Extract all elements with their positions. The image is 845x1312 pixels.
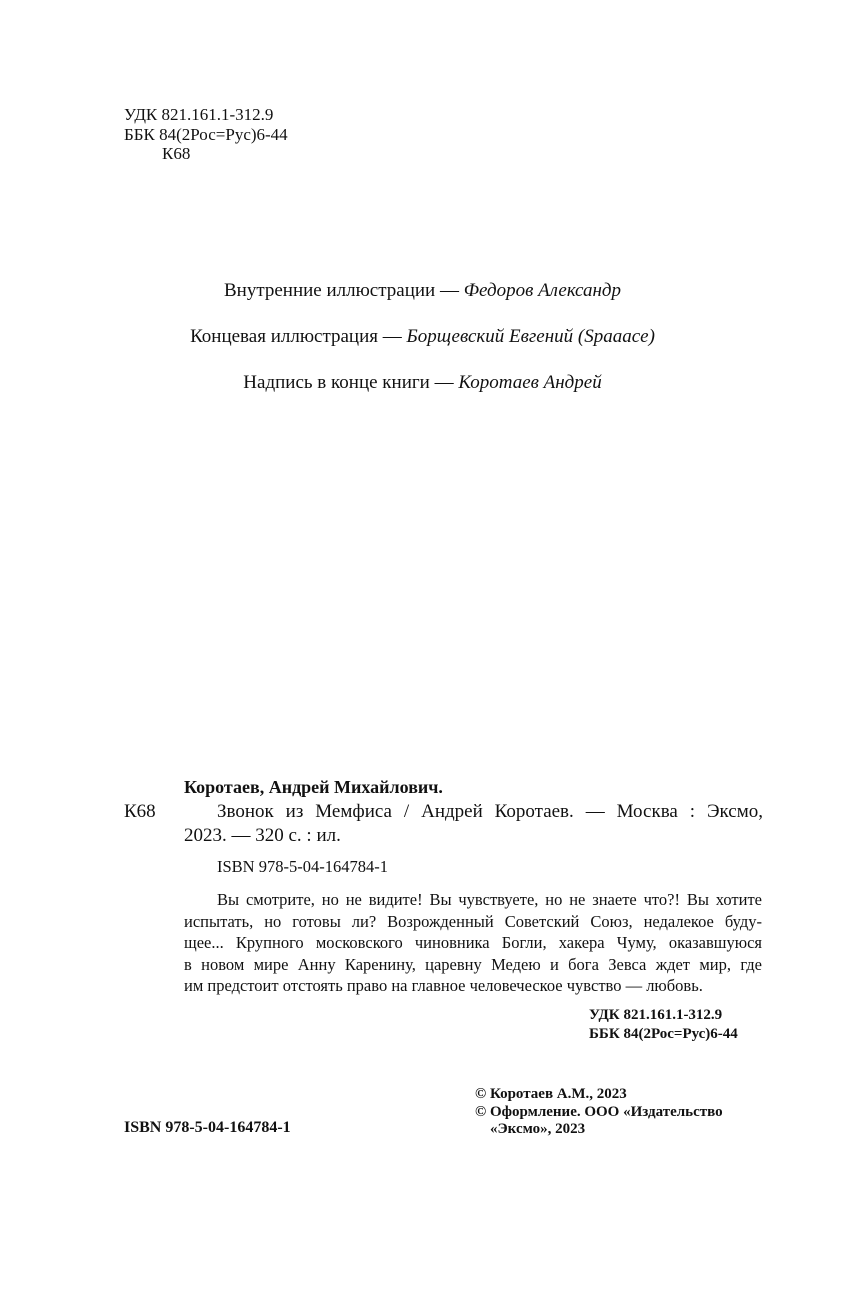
title-line-1: Звонок из Мемфиса / Андрей Коротаев. — Москва : Эксмо, bbox=[217, 801, 763, 822]
credit-name: Федоров Александр bbox=[463, 280, 622, 301]
credit-role: Надпись в конце книги — bbox=[243, 372, 459, 393]
credit-role: Внутренние иллюстрации — bbox=[223, 280, 464, 301]
copyright-author: © Коротаев А.М., 2023 bbox=[475, 1086, 627, 1102]
top-udk: УДК 821.161.1-312.9 bbox=[124, 105, 274, 124]
annotation-line: Вы смотрите, но не видите! Вы чувствуете, но не знаете что?! Вы хотите bbox=[217, 890, 762, 909]
record-code: К68 bbox=[124, 801, 156, 822]
credit-line-1 bbox=[0, 280, 845, 302]
footer-isbn: ISBN 978-5-04-164784-1 bbox=[124, 1119, 291, 1136]
annotation bbox=[184, 889, 762, 997]
author-heading: Коротаев, Андрей Михайлович. bbox=[184, 777, 443, 797]
annotation-line: щее... Крупного московского чиновника Богли, хакера Чуму, оказавшуюся bbox=[184, 933, 762, 952]
record-udk: УДК 821.161.1-312.9 bbox=[589, 1007, 723, 1023]
credit-name: Коротаев Андрей bbox=[458, 372, 602, 393]
credit-name: Борщевский Евгений (Spaaace) bbox=[406, 326, 655, 347]
top-bbk: ББК 84(2Рос=Рус)6-44 bbox=[124, 125, 288, 144]
annotation-line: в новом мире Анну Каренину, царевну Медею и бога Зевса ждет мир, где bbox=[184, 954, 762, 974]
credit-role: Концевая иллюстрация — bbox=[190, 326, 407, 347]
annotation-line: испытать, но готовы ли? Возрожденный Советский Союз, недалекое буду- bbox=[184, 911, 762, 931]
annotation-line: им предстоит отстоять право на главное человеческое чувство — любовь. bbox=[184, 976, 703, 995]
copyright-design-line-1: © Оформление. ООО «Издательство bbox=[475, 1104, 723, 1120]
title-line-2: 2023. — 320 с. : ил. bbox=[184, 825, 341, 846]
copyright-design-line-2: «Эксмо», 2023 bbox=[490, 1121, 586, 1137]
record-bbk: ББК 84(2Рос=Рус)6-44 bbox=[589, 1026, 738, 1042]
credit-line-2 bbox=[0, 326, 845, 348]
credit-line-3 bbox=[0, 372, 845, 394]
top-code: К68 bbox=[162, 144, 191, 163]
record-isbn: ISBN 978-5-04-164784-1 bbox=[217, 857, 388, 876]
